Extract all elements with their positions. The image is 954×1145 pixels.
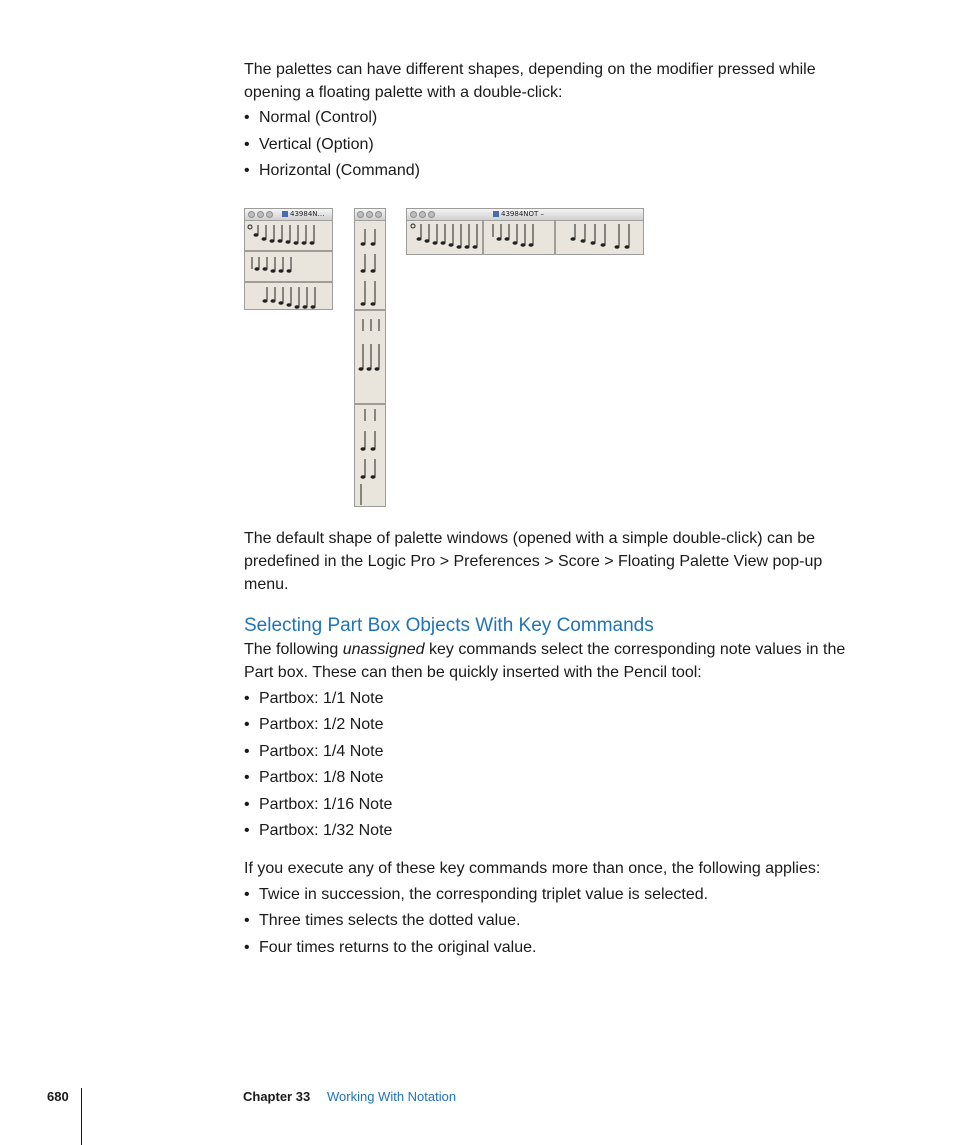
bullet: • (244, 743, 250, 760)
chapter-label: Chapter 33 (243, 1089, 311, 1104)
list-item-text: Vertical (Option) (259, 136, 374, 153)
bullet: • (244, 690, 250, 707)
list-item-text: Three times selects the dotted value. (259, 912, 521, 929)
section-heading: Selecting Part Box Objects With Key Commands (244, 615, 654, 636)
intro-emphasis: unassigned (342, 641, 425, 658)
palette-vertical (354, 208, 386, 507)
list-item (244, 885, 708, 905)
bullet: • (244, 939, 250, 956)
chapter-title-link[interactable]: Working With Notation (327, 1089, 457, 1104)
palette-title-text: 43984N… (290, 210, 325, 218)
list-item (244, 821, 392, 841)
list-item-text: Normal (Control) (259, 109, 378, 126)
list-item (244, 938, 536, 958)
palette-vertical-notes (355, 209, 386, 507)
palette-normal-notes (245, 209, 333, 310)
palette-normal (244, 208, 333, 310)
list-item-text: Partbox: 1/32 Note (259, 822, 393, 839)
palette-horizontal (406, 208, 644, 255)
bullet: • (244, 822, 250, 839)
list-item-text: Partbox: 1/2 Note (259, 716, 384, 733)
list-item (244, 768, 384, 788)
bullet: • (244, 886, 250, 903)
intro-paragraph: The palettes can have different shapes, depending on the modifier pressed while opening a floating palette with a double-click: (244, 61, 816, 101)
bullet: • (244, 716, 250, 733)
section-intro-paragraph (244, 638, 864, 684)
list-item-text: Twice in succession, the corresponding triplet value is selected. (259, 886, 709, 903)
list-item (244, 108, 377, 128)
bullet: • (244, 769, 250, 786)
list-item (244, 715, 384, 735)
list-item-text: Four times returns to the original value. (259, 939, 537, 956)
page-number: 680 (47, 1089, 69, 1104)
list-item-text: Partbox: 1/4 Note (259, 743, 384, 760)
list-item (244, 742, 384, 762)
bullet: • (244, 109, 250, 126)
intro-text: The following (244, 641, 343, 658)
list-item-text: Partbox: 1/1 Note (259, 690, 384, 707)
intro-text: key commands select the corresponding note values in the Part box. These can then be quickly inserted with the Pencil tool: (244, 641, 846, 681)
list-item (244, 135, 374, 155)
palette-title-text: 43984NOT – (501, 210, 545, 218)
bullet: • (244, 796, 250, 813)
bullet: • (244, 912, 250, 929)
list-item-text: Horizontal (Command) (259, 162, 420, 179)
bullet: • (244, 136, 250, 153)
list-item-text: Partbox: 1/16 Note (259, 796, 393, 813)
footer-divider (81, 1088, 82, 1145)
repeat-paragraph: If you execute any of these key commands more than once, the following applies: (244, 860, 821, 877)
list-item (244, 911, 520, 931)
palette-horizontal-notes (407, 209, 644, 255)
bullet: • (244, 162, 250, 179)
default-shape-paragraph: The default shape of palette windows (opened with a simple double-click) can be predefined in the Logic Pro > Preferences > Score > Floating Palette View pop-up menu. (244, 530, 823, 593)
list-item (244, 689, 384, 709)
list-item-text: Partbox: 1/8 Note (259, 769, 384, 786)
list-item (244, 161, 420, 181)
list-item (244, 795, 392, 815)
